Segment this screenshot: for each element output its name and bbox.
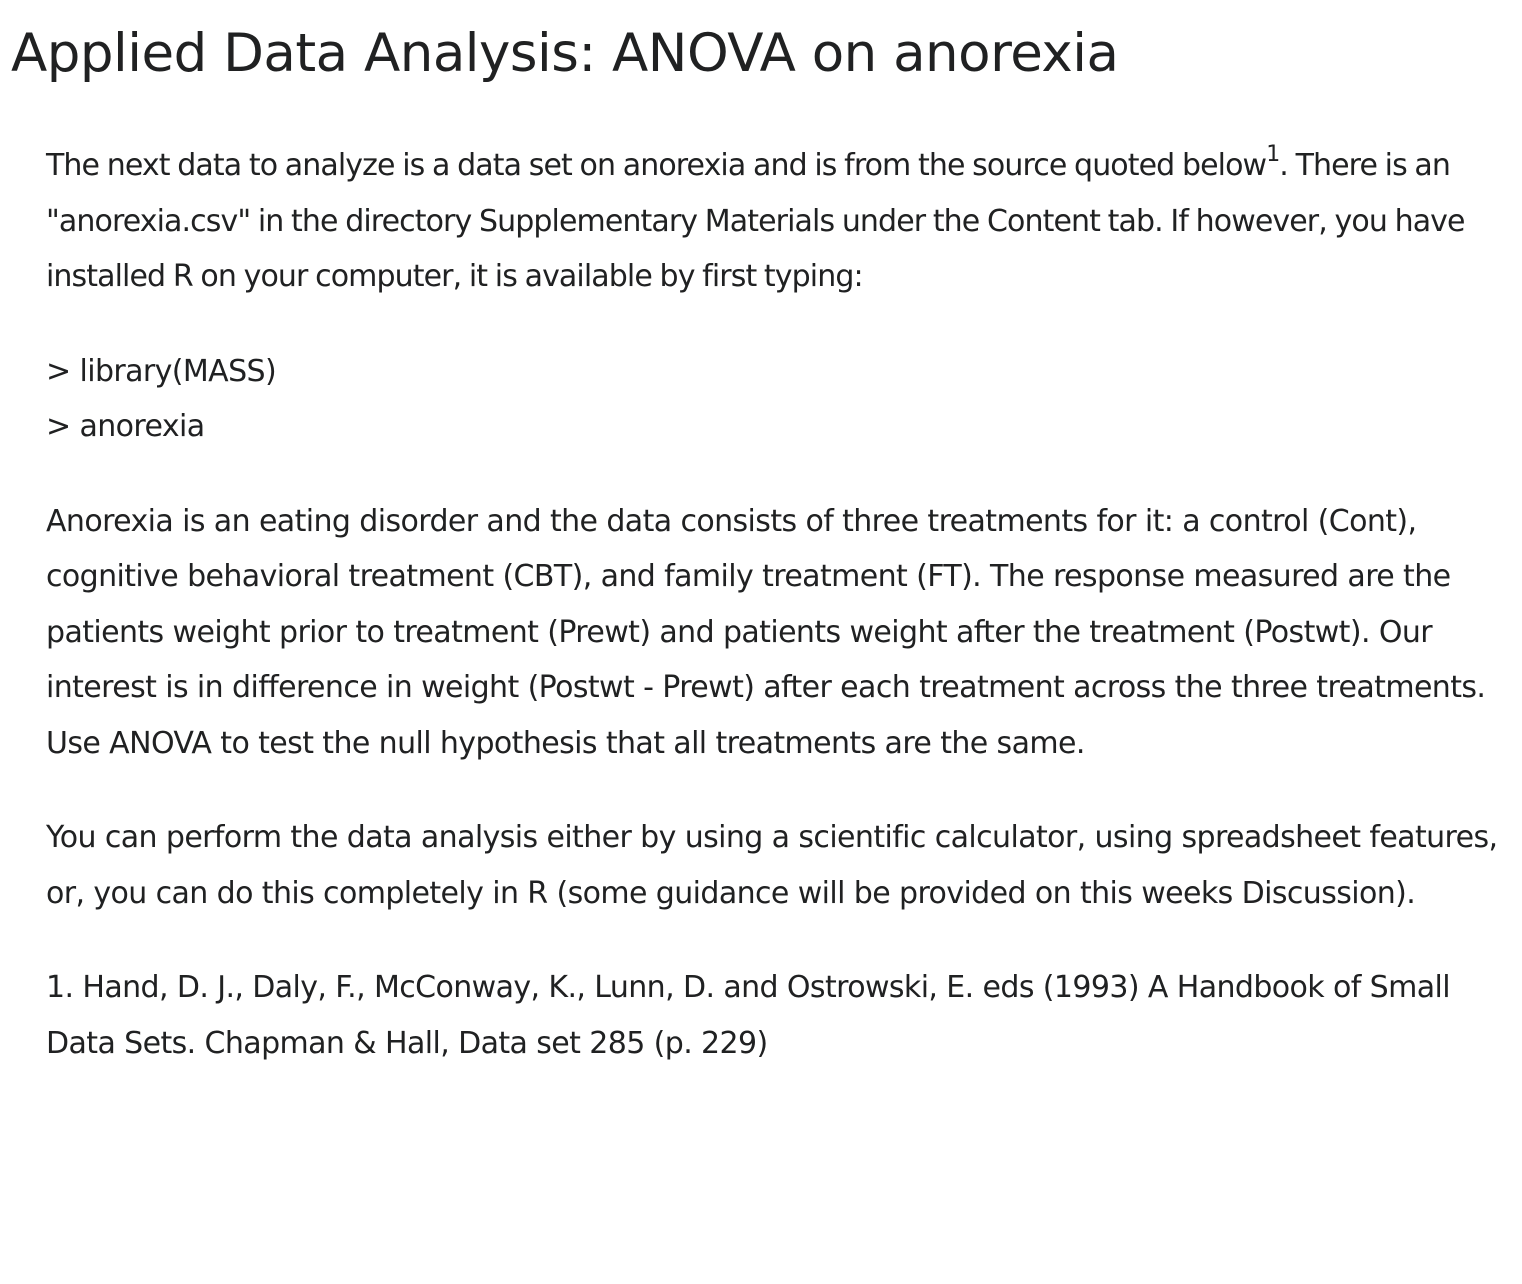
intro-paragraph <box>46 138 1506 305</box>
methods-paragraph: You can perform the data analysis either by using a scientific calculator, using spreadsheet features, or, you can do this completely in R (some guidance will be provided on this weeks Discussion). <box>46 820 1498 911</box>
intro-text: The next data to analyze is a data set on anorexia and is from the source quoted below <box>46 148 1267 183</box>
code-line: > library(MASS) <box>46 353 277 389</box>
description-paragraph: Anorexia is an eating disorder and the data consists of three treatments for it: a control (Cont), cognitive behavioral treatment (CBT), and family treatment (FT). The response measured are the patients weight prior to treatment (Prewt) and patients weight after the treatment (Postwt). Our interest is in difference in weight (Postwt - Prewt) after each treatment across the three treatments. Use ANOVA to test the null hypothesis that all treatments are the same. <box>46 503 1486 761</box>
assignment-body <box>46 138 1506 1110</box>
r-code-block <box>46 344 1506 455</box>
footnote-reference: 1 <box>1266 142 1280 167</box>
code-line: > anorexia <box>46 409 205 444</box>
page-title: Applied Data Analysis: ANOVA on anorexia <box>11 23 1119 84</box>
intro-text-continued: . There is an "anorexia.csv" in the directory Supplementary Materials under the Content tab. If however, you have installed R on your computer, it is available by first typing: <box>46 148 1465 294</box>
footnote-citation: 1. Hand, D. J., Daly, F., McConway, K., Lunn, D. and Ostrowski, E. eds (1993) A Handbook of Small Data Sets. Chapman & Hall, Data set 285 (p. 229) <box>46 970 1450 1061</box>
